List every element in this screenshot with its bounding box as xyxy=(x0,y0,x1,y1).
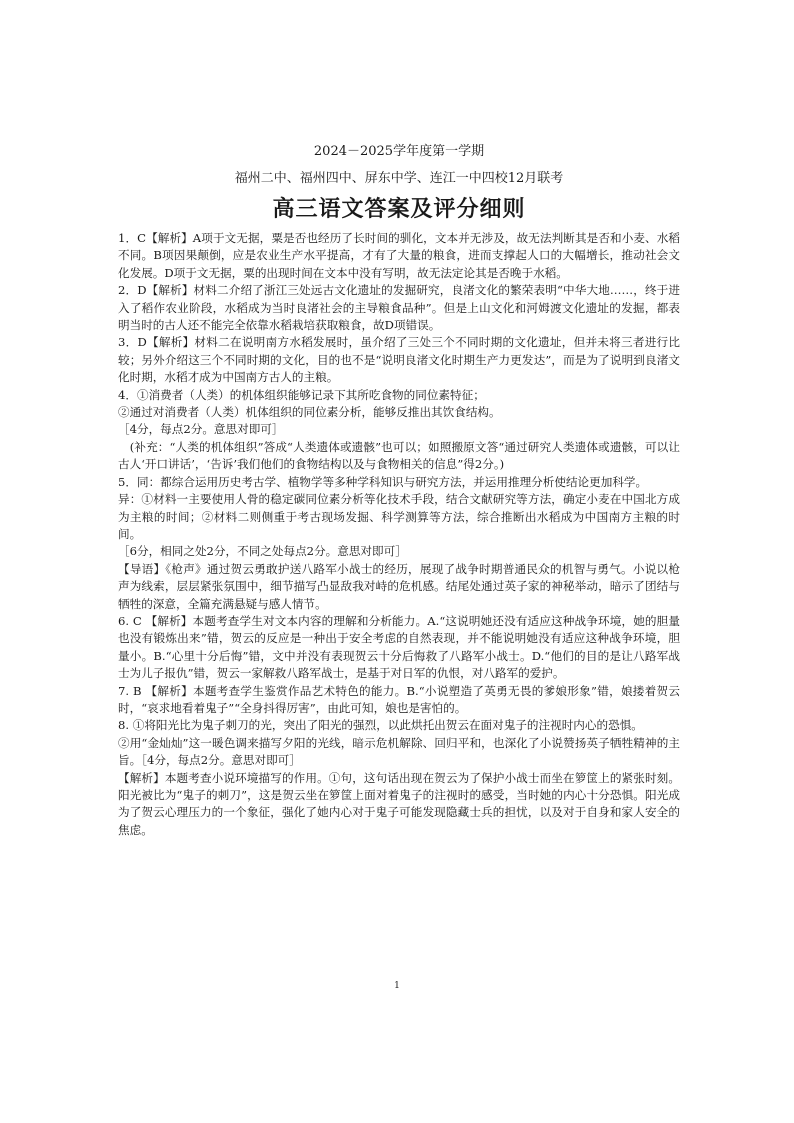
reading-guide: 【导语】《枪声》通过贺云勇敢护送八路军小战士的经历，展现了战争时期普通民众的机智与勇气。小说以枪声为线索，层层紧张氛围中，细节描写凸显敌我对峙的危机感。结尾处通过英子家的神秘举动，暗示了团结与牺牲的深意，全篇充满悬疑与感人情节。 xyxy=(118,561,680,611)
answer-q4-scoring: ［4分，每点2分。意思对即可］ xyxy=(118,422,284,437)
answer-q7: 7. B 【解析】本题考查学生鉴赏作品艺术特色的能力。B.“小说塑造了英勇无畏的爹娘形象”错，娘搂着贺云时，“哀求地看着鬼子”“全身抖得厉害”，由此可知，娘也是害怕的。 xyxy=(118,683,680,715)
answer-q4-supplement: (补充：“人类的机体组织”答成“人类遗体或遗骸”也可以；如照搬原文答“通过研究人类遗体或遗骸，可以让古人‘开口讲话’，‘告诉’我们他们的食物结构以及与食物相关的信息”得2分。) xyxy=(118,439,680,472)
answer-q5-scoring: ［6分，相同之处2分，不同之处每点2分。意思对即可］ xyxy=(118,544,407,559)
answer-q5-different: 异：①材料一主要使用人骨的稳定碳同位素分析等化技术手段，结合文献研究等方法，确定小麦在中国北方成为主粮的时间；②材料二则侧重于考古现场发掘、科学测算等方法，综合推断出水稻成为中国南方主粮的时间。 xyxy=(118,492,680,541)
answer-q6: 6. C 【解析】本题考查学生对文本内容的理解和分析能力。A.“这说明她还没有适应这种战争环境，她的胆量也没有锻炼出来”错，贺云的反应是一种出于安全考虑的自然表现，并不能说明她没有适应这种战争环境，胆量小。B.“心里十分后悔”错，文中并没有表现贺云十分后悔救了八路军小战士。D.“他们的目的是让八路军战士为儿子报仇”错，贺云一家解救八路军战士，是基于对日军的仇恨，对八路军的爱护。 xyxy=(118,613,680,681)
answer-q4-point1: 4．①消费者（人类）的机体组织能够记录下其所吃食物的同位素特征； xyxy=(118,387,485,402)
answer-q8-analysis: 【解析】本题考查小说环境描写的作用。①句，这句话出现在贺云为了保护小战士而坐在箩筐上的紧张时刻。阳光被比为“鬼子的刺刀”，这是贺云坐在箩筐上面对着鬼子的注视时的感受，当时她的内心十分恐惧。阳光成为了贺云心理压力的一个象征，强化了她内心对于鬼子可能发现隐藏士兵的担忧，以及对于自身和家人安全的焦虑。 xyxy=(118,770,680,837)
term-line: 2024－2025学年度第一学期 xyxy=(313,144,485,159)
answer-q2: 2．D【解析】材料二介绍了浙江三处远古文化遗址的发掘研究，良渚文化的繁荣表明“中华大地……，终于进入了稻作农业阶段，水稻成为当时良渚社会的主导粮食品种”。但是上山文化和河姆渡文化遗址的发掘，都表明当时的古人还不能完全依靠水稻栽培获取粮食，故D项错误。 xyxy=(118,283,680,333)
answer-q3: 3．D【解析】材料二在说明南方水稻发展时，虽介绍了三处三个不同时期的文化遗址，但并未将三者进行比较；另外介绍这三个不同时期的文化，目的也不是“说明良渚文化时期生产力更发达”，而是为了说明到良渚文化时期，水稻才成为中国南方古人的主粮。 xyxy=(118,335,680,385)
document-page xyxy=(118,142,680,839)
document-title: 高三语文答案及评分细则 xyxy=(272,197,526,222)
answer-q5-same: 5．同：都综合运用历史考古学、植物学等多种学科知识与研究方法，并运用推理分析使结论更加科学。 xyxy=(118,474,648,489)
answer-q4-point2: ②通过对消费者（人类）机体组织的同位素分析，能够反推出其饮食结构。 xyxy=(118,405,501,420)
answer-q1: 1．C【解析】A项于文无据，粟是否也经历了长时间的驯化，文本并无涉及，故无法判断其是否和小麦、水稻不同。B项因果颠倒，应是农业生产水平提高，才有了大量的粮食，进而支撑起人口的大幅增长，推动社会文化发展。D项于文无据，粟的出现时间在文本中没有写明，故无法定论其是否晚于水稻。 xyxy=(118,231,680,280)
answer-q8-point2: ②用“金灿灿”这一暖色调来描写夕阳的光线，暗示危机解除、回归平和，也深化了小说赞扬英子牺牲精神的主旨。［4分，每点2分。意思对即可］ xyxy=(118,735,680,768)
answer-body xyxy=(118,230,680,839)
schools-line: 福州二中、福州四中、屏东中学、连江一中四校12月联考 xyxy=(234,171,564,186)
page-number: 1 xyxy=(394,981,400,991)
answer-q8-point1: 8. ①将阳光比为鬼子刺刀的光，突出了阳光的强烈，以此烘托出贺云在面对鬼子的注视时内心的恐惧。 xyxy=(118,718,643,733)
